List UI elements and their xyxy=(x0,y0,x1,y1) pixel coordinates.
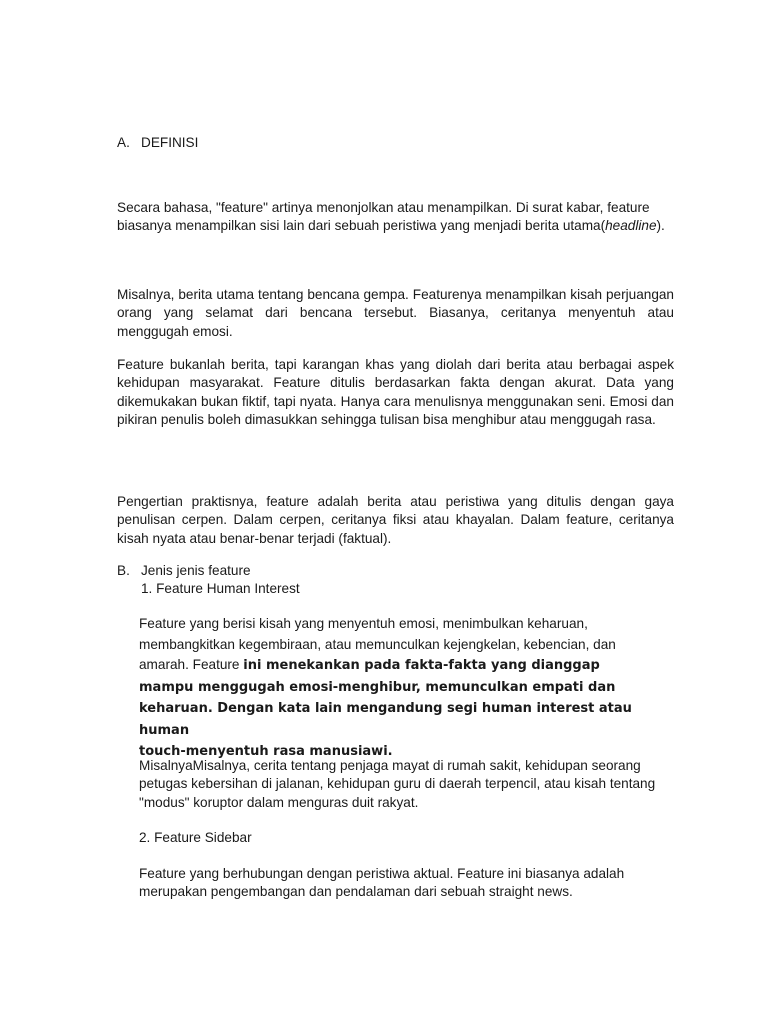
human-interest-description xyxy=(139,614,659,763)
section-b-heading xyxy=(117,562,251,580)
paragraph-practical-definition: Pengertian praktisnya, feature adalah berita atau peristiwa yang ditulis dengan gaya penulisan cerpen. Dalam cerpen, ceritanya fiksi atau khayalan. Dalam feature, ceritanya kisah nyata atau benar-benar terjadi (faktual). xyxy=(117,494,674,546)
section-a-heading xyxy=(117,134,198,152)
paragraph-definition-text: Secara bahasa, "feature" artinya menonjolkan atau menampilkan. Di surat kabar, feature biasanya menampilkan sisi lain dari sebuah peristiwa yang menjadi berita utama( xyxy=(117,200,650,234)
human-interest-desc-bold-4: touch-menyentuh rasa manusiawi. xyxy=(139,744,393,759)
paragraph-definition-end: ). xyxy=(656,218,665,234)
section-a-letter: A. xyxy=(117,135,130,150)
human-interest-desc-bold-block xyxy=(139,677,659,763)
human-interest-heading: 1. Feature Human Interest xyxy=(141,581,300,596)
sidebar-heading: 2. Feature Sidebar xyxy=(139,830,252,845)
headline-term: headline xyxy=(605,218,657,234)
human-interest-desc-bold-3: keharuan. Dengan kata lain mengandung segi human interest atau human xyxy=(139,701,632,738)
paragraph-definition xyxy=(117,199,674,236)
human-interest-desc-bold-1: ini menekankan pada fakta-fakta yang dianggap xyxy=(243,658,600,673)
human-interest-desc-plain-text: Feature yang berisi kisah yang menyentuh emosi, menimbulkan keharuan, membangkitkan kegembiraan, atau memunculkan kejengkelan, kebencian, dan amarah. Feature xyxy=(139,616,616,672)
human-interest-desc-plain xyxy=(139,614,659,677)
human-interest-example: MisalnyaMisalnya, cerita tentang penjaga mayat di rumah sakit, kehidupan seorang petugas kebersihan di jalanan, kehidupan guru di daerah terpencil, atau kisah tentang "modus" koruptor dalam menguras duit rakyat. xyxy=(139,758,656,810)
paragraph-example: Misalnya, berita utama tentang bencana gempa. Featurenya menampilkan kisah perjuangan orang yang selamat dari bencana tersebut. Biasanya, ceritanya menyentuh atau menggugah emosi. xyxy=(117,287,674,339)
section-b-title: Jenis jenis feature xyxy=(141,563,251,578)
section-a-title: DEFINISI xyxy=(141,135,199,150)
paragraph-feature-not-news: Feature bukanlah berita, tapi karangan khas yang diolah dari berita atau berbagai aspek kehidupan masyarakat. Feature ditulis berdasarkan fakta dengan akurat. Data yang dikemukakan bukan fiktif, tapi nyata. Hanya cara menulisnya menggunakan seni. Emosi dan pikiran penulis boleh dimasukkan sehingga tulisan bisa menghibur atau menggugah rasa. xyxy=(117,357,674,428)
section-b-letter: B. xyxy=(117,563,130,578)
human-interest-desc-bold-2: mampu menggugah emosi-menghibur, memunculkan empati dan xyxy=(139,679,616,695)
sidebar-description: Feature yang berhubungan dengan peristiwa aktual. Feature ini biasanya adalah merupakan pengembangan dan pendalaman dari sebuah straight news. xyxy=(139,866,625,900)
